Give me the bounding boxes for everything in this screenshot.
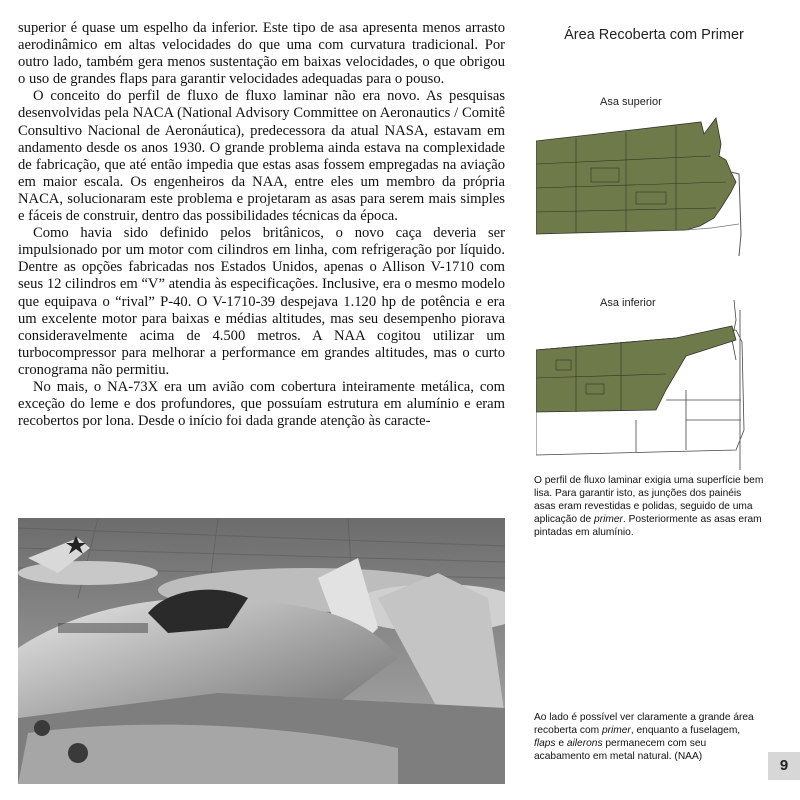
factory-photo — [18, 518, 505, 784]
paragraph-2: O conceito do perfil de fluxo de fluxo laminar não era novo. As pesquisas desenvolvidas pela NACA (National Advisory Committee on Aeronautics / Comitê Consultivo Nacional de Aeronáutica), predecessora da atual NASA, estavam em andamento desde os anos 1930. O grande problema ainda estava na complexidade de fabricação, que até então impedia que estas asas fossem empregadas na aviação em maior escala. Os engenheiros da NAA, entre eles um membro da própria NACA, solucionaram este problema e projetaram as asas para serem mais simples e fáceis de construir, dentro das possibilidades técnicas da época. — [18, 88, 505, 225]
caption-photo-text-4: permanecem com seu acabamento em metal natural. (NAA) — [534, 738, 707, 762]
caption-photo-text-2: , enquanto a fuselagem, — [630, 725, 741, 736]
caption-photo-text-1: Ao lado é possível ver claramente a grande área recoberta com — [534, 712, 754, 736]
caption-primer-text-2: . Posteriormente as asas eram pintadas em alumínio. — [534, 514, 762, 538]
body-text — [18, 20, 505, 430]
paragraph-4: No mais, o NA-73X era um avião com cobertura inteiramente metálica, com exceção do leme e dos profundores, que possuíam estrutura em alumínio e eram recobertos por lona. Desde o início foi dada grande atenção às caracte- — [18, 378, 505, 430]
lower-wing-label: Asa inferior — [600, 297, 656, 309]
caption-photo-italic-1: primer — [601, 725, 631, 736]
caption-primer — [534, 474, 764, 539]
caption-primer-italic: primer — [594, 514, 623, 525]
caption-photo-italic-2: flaps — [534, 738, 556, 749]
page-number: 9 — [768, 752, 800, 780]
diagram-title: Área Recoberta com Primer — [564, 27, 744, 43]
lower-wing-diagram — [536, 300, 766, 470]
factory-photo-image — [18, 518, 505, 784]
caption-primer-text-1: O perfil de fluxo laminar exigia uma superfície bem lisa. Para garantir isto, as junções dos painéis asas eram revestidas e polidas, seguido de uma aplicação de — [534, 475, 764, 525]
paragraph-3: Como havia sido definido pelos britânicos, o novo caça deveria ser impulsionado por um motor com cilindros em linha, com refrigeração por líquido. Dentre as opções fabricadas nos Estados Unidos, apenas o Allison V-1710 com seus 12 cilindros em “V” atendia às especificações. Inclusive, era o mesmo modelo que equipava o “rival” P-40. O V-1710-39 despejava 1.120 hp de potência e era um excelente motor para baixas e médias altitudes, mas seu desempenho piorava consideravelmente acima de 4.500 metros. A NAA cogitou utilizar um turbocompressor para melhorar a performance em grandes altitudes, mas o curto cronograma não permitiu. — [18, 225, 505, 378]
upper-wing-diagram — [536, 116, 766, 256]
caption-photo — [534, 711, 764, 763]
caption-photo-italic-3: ailerons — [566, 738, 603, 749]
paragraph-1: superior é quase um espelho da inferior. Este tipo de asa apresenta menos arrasto aerodinâmico em altas velocidades do que uma com curvatura tradicional. Por outro lado, também gera menos sustentação em baixas velocidades, o que obrigou o uso de grandes flaps para garantir velocidades adequadas para o pouso. — [18, 20, 505, 88]
upper-wing-label: Asa superior — [600, 96, 662, 108]
caption-photo-text-3: e — [555, 738, 567, 749]
